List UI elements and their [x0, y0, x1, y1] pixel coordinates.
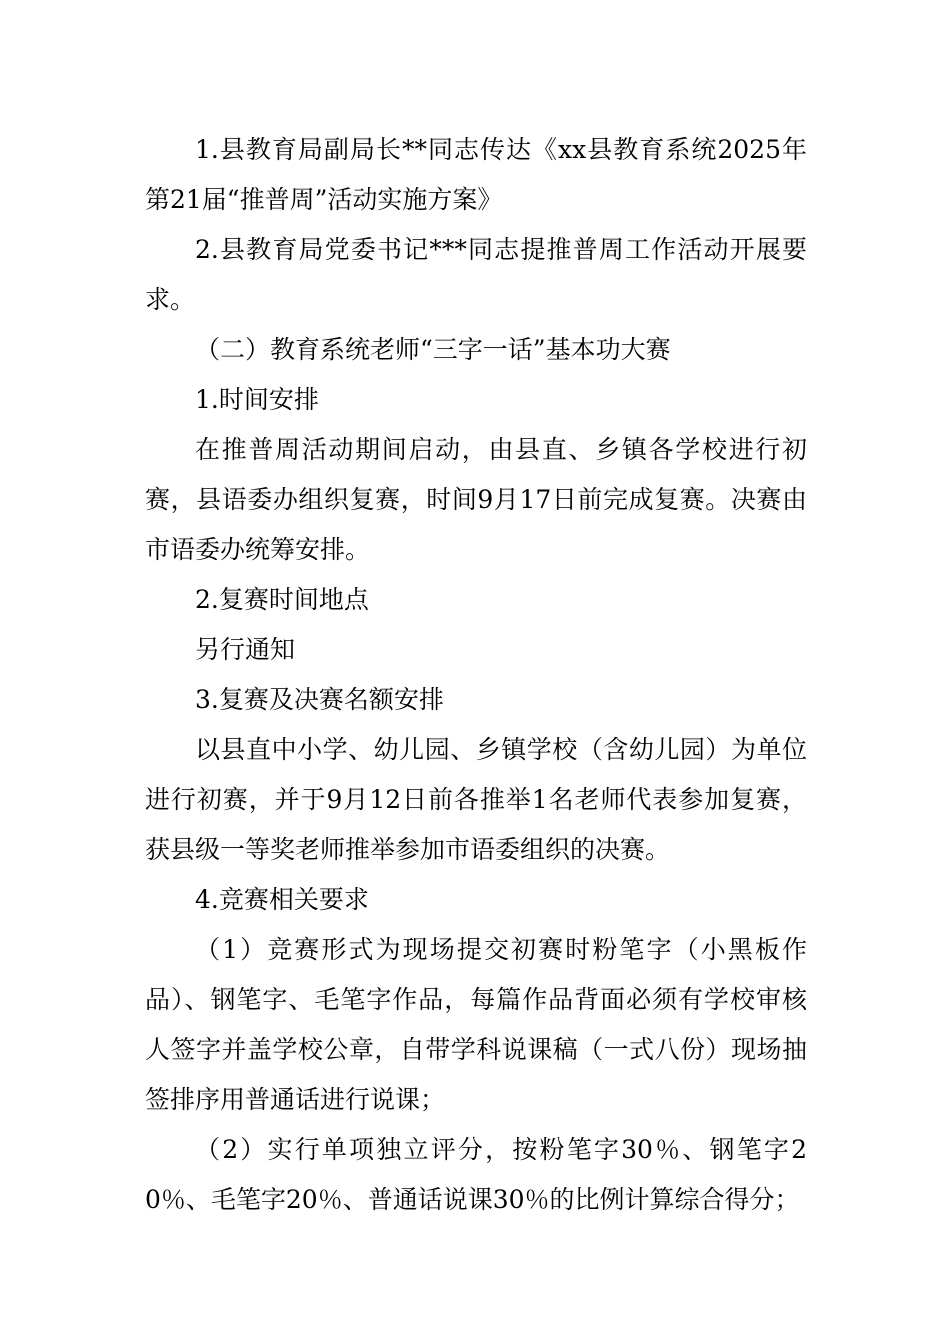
paragraph-quota-detail: 以县直中小学、幼儿园、乡镇学校（含幼儿园）为单位进行初赛，并于9月12日前各推举1名老师代表参加复赛， 获县级一等奖老师推举参加市语委组织的决赛。 — [145, 735, 807, 864]
paragraph-item-2: 2.县教育局党委书记***同志提推普周工作活动开展要求。 — [145, 235, 807, 314]
section-heading: （二）教育系统老师“三字一话”基本功大赛 — [195, 335, 671, 364]
document-body — [145, 125, 807, 1225]
paragraph-time-detail: 在推普周活动期间启动，由县直、乡镇各学校进行初赛，县语委办组织复赛，时间9月17日前完成复赛。决赛由市语委办统筹安排。 — [145, 435, 807, 564]
paragraph-item-1: 1.县教育局副局长**同志传达《xx县教育系统2025年第21届“推普周”活动实施方案》 — [145, 135, 807, 214]
paragraph-requirement-1: （1）竞赛形式为现场提交初赛时粉笔字（小黑板作品）、钢笔字、毛笔字作品，每篇作品背面必须有学校审核人签字并盖学校公章，自带学科说课稿（一式八份）现场抽签排序用普通话进行说课； — [145, 935, 807, 1114]
subheading-requirements: 4.竞赛相关要求 — [195, 885, 369, 914]
subheading-quota: 3.复赛及决赛名额安排 — [195, 685, 444, 714]
subheading-location: 2.复赛时间地点 — [195, 585, 369, 614]
paragraph-location-detail: 另行通知 — [195, 635, 296, 664]
subheading-time: 1.时间安排 — [195, 385, 319, 414]
paragraph-requirement-2: （2）实行单项独立评分，按粉笔字30％、钢笔字20％、毛笔字20％、普通话说课30％的比例计算综合得分； — [145, 1135, 807, 1214]
